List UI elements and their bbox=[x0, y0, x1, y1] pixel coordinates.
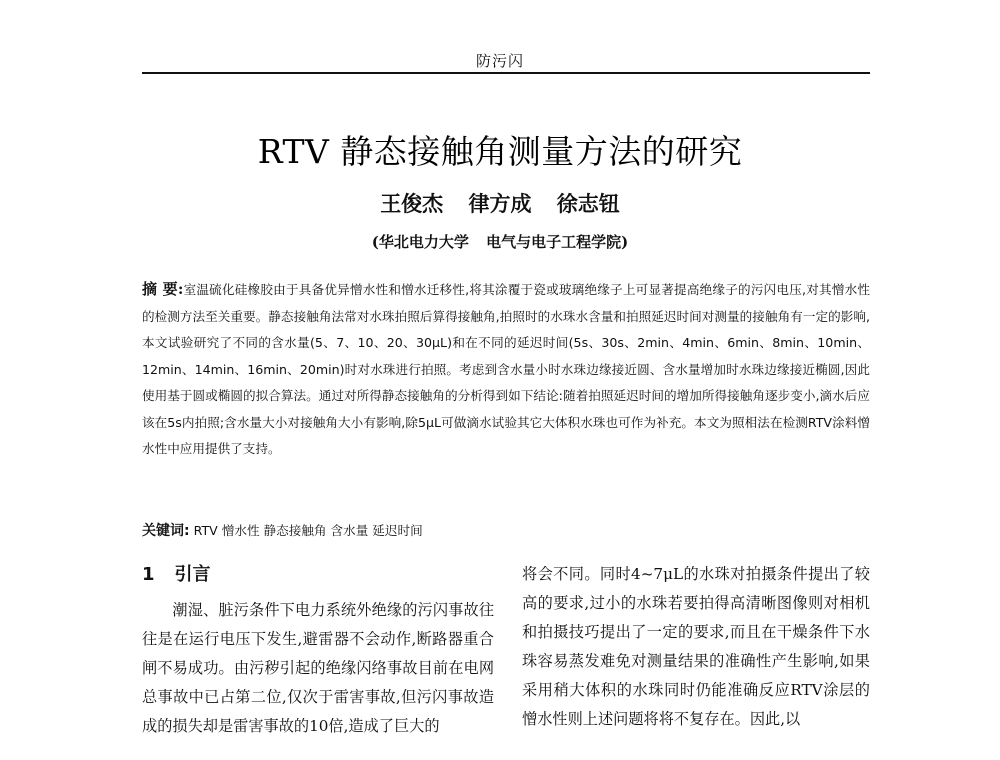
paper-affiliation: (华北电力大学 电气与电子工程学院) bbox=[371, 233, 629, 251]
body-left-column: 潮湿、脏污条件下电力系统外绝缘的污闪事故往往是在运行电压下发生,避雷器不会动作,断路器重合闸不易成功。由污秽引起的绝缘闪络事故目前在电网总事故中已占第二位,仅次于雷害事故,但污闪事故造成的损失却是雷害事故的10倍,造成了巨大的 bbox=[142, 601, 494, 735]
paper-authors: 王俊杰 律方成 徐志钮 bbox=[380, 191, 620, 216]
abstract bbox=[142, 276, 870, 463]
header-rule bbox=[142, 72, 870, 74]
running-header: 防污闪 bbox=[475, 52, 524, 70]
abstract-label: 摘 要: bbox=[142, 280, 184, 298]
keywords bbox=[142, 520, 870, 540]
section-number: 1 bbox=[142, 564, 155, 585]
paper-title: RTV 静态接触角测量方法的研究 bbox=[257, 132, 743, 171]
keywords-list: RTV 憎水性 静态接触角 含水量 延迟时间 bbox=[193, 523, 423, 538]
section-heading bbox=[142, 560, 211, 586]
section-title: 引言 bbox=[174, 564, 211, 585]
keywords-label: 关键词: bbox=[142, 523, 190, 539]
body-right-column: 将会不同。同时4~7μL的水珠对拍摄条件提出了较高的要求,过小的水珠若要拍得高清晰图像则对相机和拍摄技巧提出了一定的要求,而且在干燥条件下水珠容易蒸发难免对测量结果的准确性产生影响,如果采用稍大体积的水珠同时仍能准确反应RTV涂层的憎水性则上述问题将将不复存在。因此,以 bbox=[522, 565, 870, 728]
abstract-text: 室温硫化硅橡胶由于具备优异憎水性和憎水迁移性,将其涂覆于瓷或玻璃绝缘子上可显著提高绝缘子的污闪电压,对其憎水性的检测方法至关重要。静态接触角法常对水珠拍照后算得接触角,拍照时的水珠水含量和拍照延迟时间对测量的接触角有一定的影响,本文试验研究了不同的含水量(5、7、10、20、30μL)和在不同的延迟时间(5s、30s、2min、4min、6min、8min、10min、12min、14min、16min、20min)时对水珠进行拍照。考虑到含水量小时水珠边缘接近圆、含水量增加时水珠边缘接近椭圆,因此使用基于圆或椭圆的拟合算法。通过对所得静态接触角的分析得到如下结论:随着拍照延迟时间的增加所得接触角逐步变小,滴水后应该在5s内拍照;含水量大小对接触角大小有影响,除5μL可做滴水试验其它大体积水珠也可作为补充。本文为照相法在检测RTV涂料憎水性中应用提供了支持。 bbox=[142, 282, 870, 456]
